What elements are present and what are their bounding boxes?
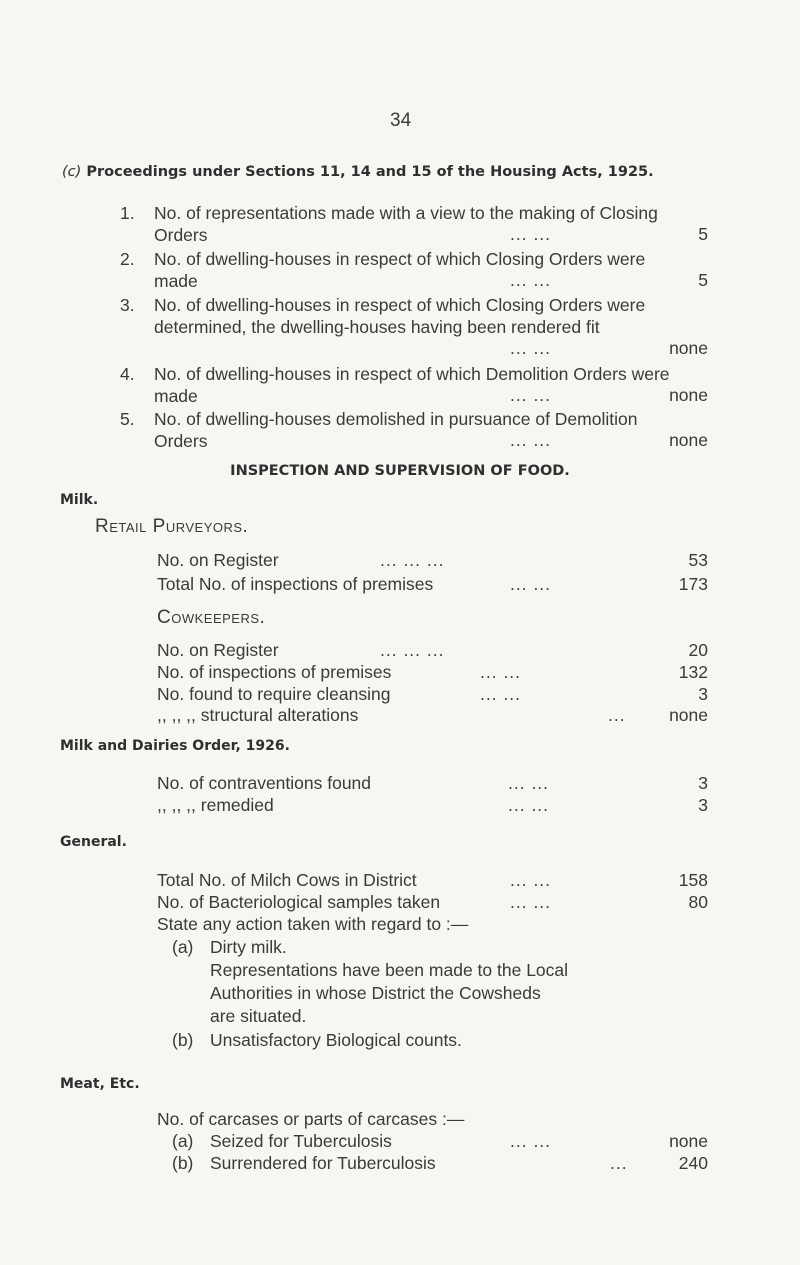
general-row-text: No. of Bacteriological samples taken — [157, 892, 441, 912]
meat-label: Meat, Etc. — [60, 1076, 140, 1092]
meat-row-value: 240 — [678, 1153, 708, 1173]
item-value: 5 — [698, 224, 708, 244]
leader-dots: ... — [610, 1153, 628, 1173]
item-value: none — [669, 385, 708, 405]
leader-dots: ... — [608, 705, 626, 725]
dairies-row-value: 3 — [698, 795, 708, 815]
meat-row-text: Surrendered for Tuberculosis — [210, 1153, 436, 1173]
leader-dots: ... ... ... — [380, 640, 445, 660]
item-value: none — [669, 430, 708, 450]
leader-dots: ... ... — [508, 795, 550, 815]
item-text: No. of dwelling-houses demolished in pursuance of Demolition Orders — [154, 409, 638, 451]
dairies-row-text: ,, ,, ,, remedied — [157, 795, 274, 815]
general-row-value: 80 — [688, 892, 708, 912]
meat-row-value: none — [669, 1131, 708, 1151]
meat-row-text: Seized for Tuberculosis — [210, 1131, 392, 1151]
cowkeepers-row-text: No. of inspections of premises — [157, 662, 392, 682]
item-number: 5. — [120, 409, 135, 429]
food-heading: INSPECTION AND SUPERVISION OF FOOD. — [230, 463, 570, 479]
retail-row-value: 53 — [688, 550, 708, 570]
housing-item — [120, 202, 710, 246]
retail-row-value: 173 — [678, 574, 708, 594]
dairies-row-text: No. of contraventions found — [157, 773, 372, 793]
general-row-value: 158 — [678, 870, 708, 890]
subitem-label: (a) — [172, 937, 194, 957]
item-number: 4. — [120, 364, 135, 384]
retail-heading: Retail Purveyors. — [95, 516, 249, 537]
leader-dots: ... ... — [510, 224, 552, 244]
cowkeepers-row-text: No. on Register — [157, 640, 279, 660]
leader-dots: ... ... — [480, 662, 522, 682]
item-value: 5 — [698, 270, 708, 290]
leader-dots: ... ... — [510, 1131, 552, 1151]
cowkeepers-heading: Cowkeepers. — [157, 607, 266, 628]
milk-label: Milk. — [60, 492, 99, 508]
item-number: 3. — [120, 295, 135, 315]
item-text: No. of dwelling-houses in respect of which Demolition Orders were made — [154, 364, 670, 406]
leader-dots: ... ... ... — [380, 550, 445, 570]
dairies-row-value: 3 — [698, 773, 708, 793]
housing-item — [120, 294, 710, 338]
cowkeepers-row-text: No. found to require cleansing — [157, 684, 391, 704]
leader-dots: ... ... — [510, 430, 552, 450]
item-value: none — [669, 338, 708, 358]
meat-intro: No. of carcases or parts of carcases :— — [157, 1109, 465, 1129]
item-text: No. of dwelling-houses in respect of which Closing Orders were determined, the dwelling-houses having been rendered fit — [154, 295, 646, 337]
leader-dots: ... ... — [510, 338, 552, 358]
leader-dots: ... ... — [510, 870, 552, 890]
retail-row-text: Total No. of inspections of premises — [157, 574, 434, 594]
subitem-detail: Authorities in whose District the Cowsheds — [210, 983, 541, 1003]
section-heading — [62, 164, 654, 180]
subitem-label: (b) — [172, 1153, 194, 1173]
subitem-label: (b) — [172, 1030, 194, 1050]
cowkeepers-row-value: 3 — [698, 684, 708, 704]
general-row-text: Total No. of Milch Cows in District — [157, 870, 417, 890]
subitem-label: (a) — [172, 1131, 194, 1151]
item-number: 1. — [120, 203, 135, 223]
leader-dots: ... ... — [510, 270, 552, 290]
subitem-detail: are situated. — [210, 1006, 307, 1026]
subitem-text: Unsatisfactory Biological counts. — [210, 1030, 462, 1050]
leader-dots: ... ... — [480, 684, 522, 704]
cowkeepers-row-value: 20 — [688, 640, 708, 660]
subitem-text: Dirty milk. — [210, 937, 287, 957]
item-text: No. of representations made with a view to the making of Closing Orders — [154, 203, 658, 245]
state-line: State any action taken with regard to :— — [157, 914, 469, 934]
housing-item — [120, 363, 710, 407]
item-text: No. of dwelling-houses in respect of which Closing Orders were made — [154, 249, 646, 291]
leader-dots: ... ... — [510, 574, 552, 594]
subitem-detail: Representations have been made to the Local — [210, 960, 569, 980]
cowkeepers-row-text: ,, ,, ,, structural alterations — [157, 705, 359, 725]
general-label: General. — [60, 834, 127, 850]
section-letter: (c) — [62, 164, 82, 180]
leader-dots: ... ... — [508, 773, 550, 793]
housing-item — [120, 408, 710, 452]
item-number: 2. — [120, 249, 135, 269]
cowkeepers-row-value: none — [669, 705, 708, 725]
housing-item — [120, 248, 710, 292]
retail-row-text: No. on Register — [157, 550, 279, 570]
leader-dots: ... ... — [510, 385, 552, 405]
cowkeepers-row-value: 132 — [678, 662, 708, 682]
dairies-label: Milk and Dairies Order, 1926. — [60, 738, 290, 754]
section-title: Proceedings under Sections 11, 14 and 15 of the Housing Acts, 1925. — [86, 164, 654, 180]
page-number: 34 — [390, 110, 412, 131]
leader-dots: ... ... — [510, 892, 552, 912]
